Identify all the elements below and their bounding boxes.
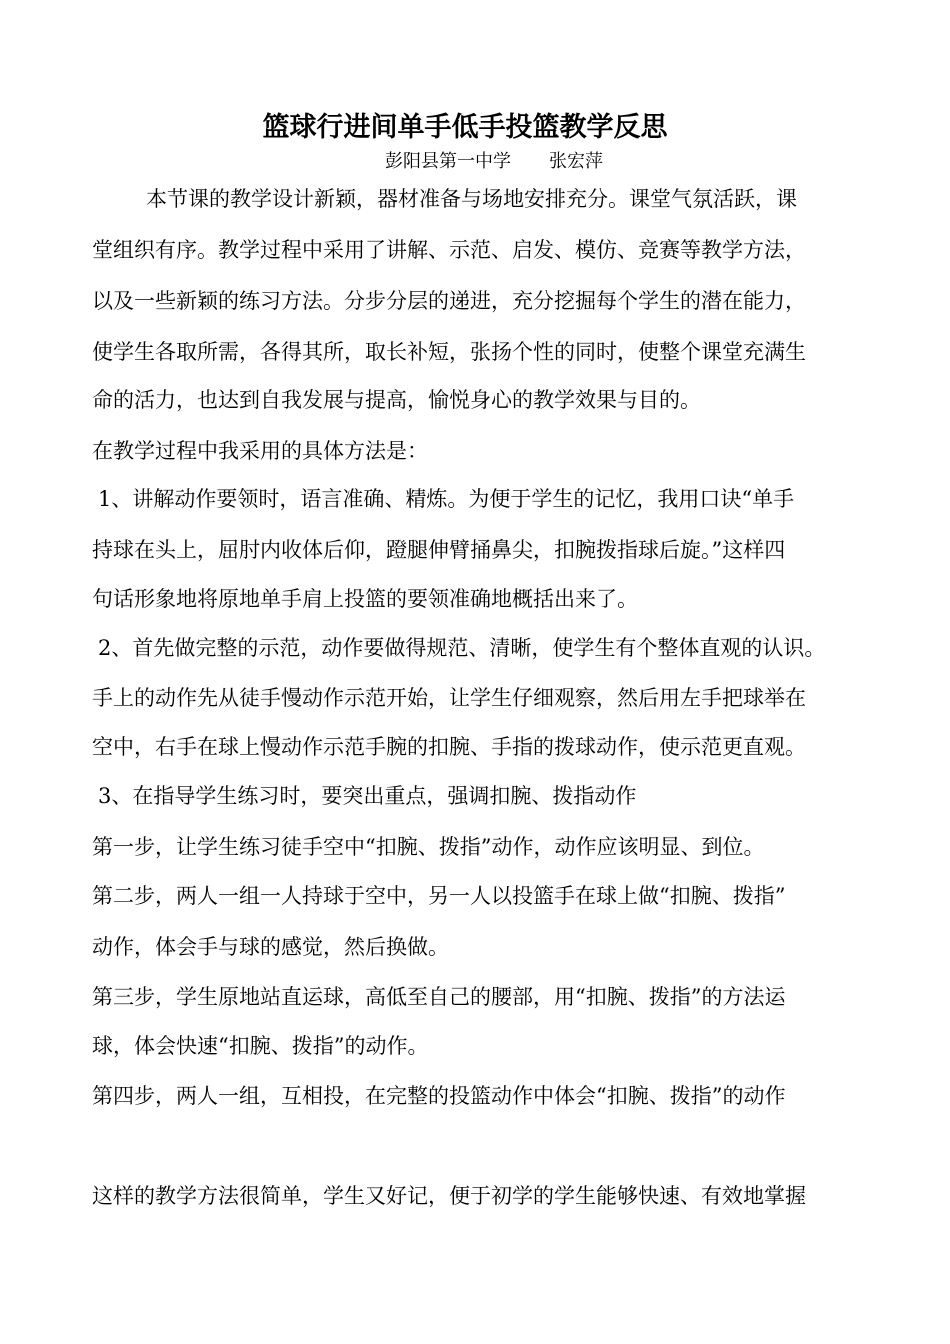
paragraph-line: 这样的教学方法很简单，学生又好记，便于初学的学生能够快速、有效地掌握 bbox=[92, 1184, 806, 1208]
paragraph-line: 在教学过程中我采用的具体方法是： bbox=[92, 439, 428, 463]
paragraph-line: 空中，右手在球上慢动作示范手腕的扣腕、手指的拨球动作，使示范更直观。 bbox=[92, 735, 806, 759]
paragraph-line: 动作，体会手与球的感觉，然后换做。 bbox=[92, 935, 449, 959]
paragraph-line: 以及一些新颖的练习方法。分步分层的递进，充分挖掘每个学生的潜在能力， bbox=[92, 289, 806, 313]
paragraph-line: 第一步，让学生练习徒手空中“扣腕、拨指”动作，动作应该明显、到位。 bbox=[92, 835, 765, 859]
paragraph-line: 本节课的教学设计新颖，器材准备与场地安排充分。课堂气氛活跃，课 bbox=[146, 187, 797, 211]
paragraph-line: 第二步，两人一组一人持球于空中，另一人以投篮手在球上做“扣腕、拨指” bbox=[92, 884, 786, 908]
paragraph-line: 手上的动作先从徒手慢动作示范开始，让学生仔细观察，然后用左手把球举在 bbox=[92, 686, 806, 710]
school-name: 彭阳县第一中学 bbox=[385, 151, 511, 172]
paragraph-line: 3、在指导学生练习时，要突出重点，强调扣腕、拨指动作 bbox=[98, 784, 637, 808]
byline bbox=[385, 150, 603, 174]
paragraph-line: 命的活力，也达到自我发展与提高，愉悦身心的教学效果与目的。 bbox=[92, 388, 701, 412]
paragraph-line: 2、首先做完整的示范，动作要做得规范、清晰，使学生有个整体直观的认识。 bbox=[98, 636, 826, 660]
author-name: 张宏萍 bbox=[549, 151, 603, 172]
paragraph-line: 1、讲解动作要领时，语言准确、精炼。为便于学生的记忆，我用口诀“单手 bbox=[98, 487, 795, 511]
document-title: 篮球行进间单手低手投篮教学反思 bbox=[262, 112, 668, 143]
paragraph-line: 第四步，两人一组，互相投，在完整的投篮动作中体会“扣腕、拨指”的动作 bbox=[92, 1084, 786, 1108]
paragraph-line: 句话形象地将原地单手肩上投篮的要领准确地概括出来了。 bbox=[92, 587, 638, 611]
paragraph-line: 堂组织有序。教学过程中采用了讲解、示范、启发、模仿、竞赛等教学方法， bbox=[92, 238, 806, 262]
paragraph-line: 第三步，学生原地站直运球，高低至自己的腰部，用“扣腕、拨指”的方法运 bbox=[92, 985, 786, 1009]
paragraph-line: 持球在头上，屈肘内收体后仰，蹬腿伸臂捅鼻尖，扣腕拨指球后旋。”这样四 bbox=[92, 538, 786, 562]
paragraph-line: 使学生各取所需，各得其所，取长补短，张扬个性的同时，使整个课堂充满生 bbox=[92, 340, 806, 364]
paragraph-line: 球，体会快速“扣腕、拨指”的动作。 bbox=[92, 1034, 429, 1058]
